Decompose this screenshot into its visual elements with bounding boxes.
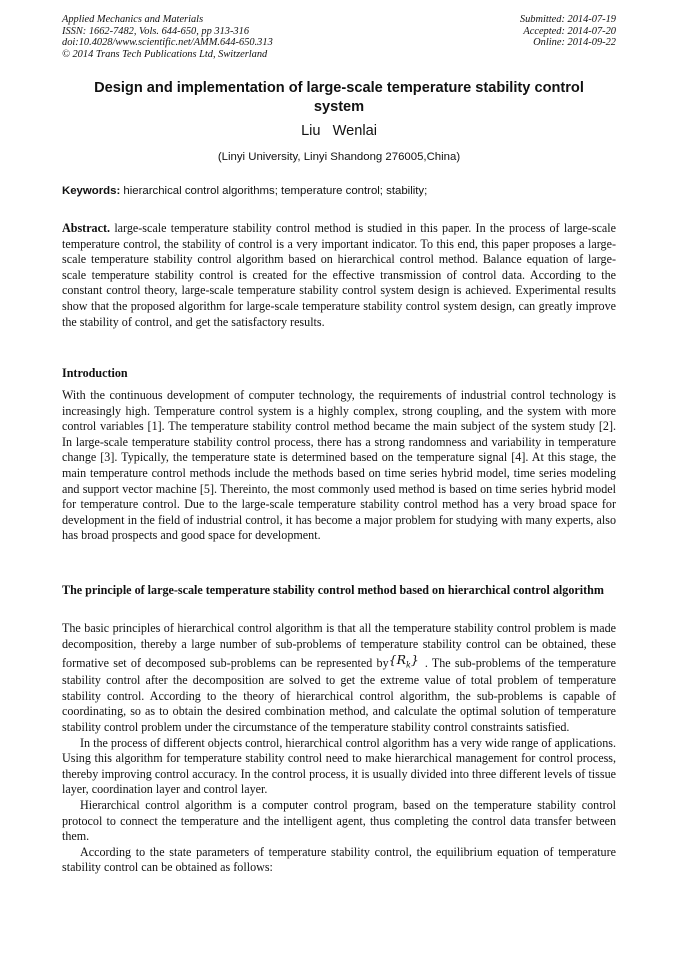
author-name: Liu Wenlai [301,123,377,139]
abstract-section [62,221,616,330]
abstract-text: large-scale temperature stability control method is studied in this paper. In the process of large-scale temperature control, the stability of control is a very important indicator. To this end, this paper proposes a large-scale temperature stability control algorithm based on hierarchical control method. Balance equation of large-scale temperature stability control is created for the effective transmission of control data. According to the constant control theory, large-scale temperature stability control system design is achieved. Experimental results show that the proposed algorithm for large-scale temperature stability control system design, can greatly improve the stability of control, and get the satisfactory results. [62,221,616,329]
principle-section [62,621,616,876]
rk-set-close: } [410,652,419,668]
online-date: Online: 2014-09-22 [533,37,616,49]
rk-set-subscript: k [406,660,411,670]
journal-name: Applied Mechanics and Materials [62,14,204,25]
doi-link[interactable]: doi:10.4028/www.scientific.net/AMM.644-650.313 [62,37,273,49]
abstract-label: Abstract. [62,221,111,235]
paper-title-line-2: system [313,99,365,115]
keywords-label: Keywords: [62,185,121,197]
principle-p1-before: The basic principles of hierarchical control algorithm is that all the temperature stability control problem is made decomposition, thereby a large number of sub-problems of temperature stability control can be obtained, these formative set of decomposed sub-problems can be represented by [62,621,616,671]
principle-paragraph-4: According to the state parameters of temperature stability control, the equilibrium equation of temperature stability control can be obtained as follows: [62,844,616,875]
introduction-section [62,388,616,544]
principle-p1-after: . The sub-problems of the temperature stability control after the decomposition are solved to get the extreme value of total problem of temperature stability control. According to the theory of hierarchical control algorithm, the sub-problems is capable of coordinating, so as to obtain the desired combination method, and calculate the optimal solution of temperature stability control problem under the circumstance of the temperature stability control constraints satisfied. [62,656,616,735]
journal-header-left [62,14,273,60]
principle-paragraph-2: In the process of different objects control, hierarchical control algorithm has a very wide range of applications. Using this algorithm for temperature stability control need to make hierarchical management for control process, thereby improving control accuracy. In the control process, it is usually divided into three different levels of tissue layer, coordination layer and control layer. [62,735,616,797]
issn-line: ISSN: 1662-7482, Vols. 644-650, pp 313-316 [62,25,250,37]
paper-title-line-1: Design and implementation of large-scale temperature stability control [94,80,584,96]
principle-paragraph-1 [62,621,616,736]
principle-paragraph-3: Hierarchical control algorithm is a computer control program, based on the temperature stability control protocol to connect the temperature and the intelligent agent, thus completing the control data transfer between them. [62,798,616,844]
paper-title [62,79,616,117]
keywords-text: hierarchical control algorithms; temperature control; stability; [123,185,428,197]
submitted-date: Submitted: 2014-07-19 [519,14,616,25]
rk-set-formula [388,652,419,670]
rk-set-main: {R [388,652,407,668]
abstract-paragraph [62,221,616,330]
introduction-heading: Introduction [62,366,128,380]
principle-heading: The principle of large-scale temperature stability control method based on hierarchical control algorithm [62,583,604,597]
journal-header-right [520,14,616,49]
copyright-line: © 2014 Trans Tech Publications Ltd, Switzerland [62,48,268,60]
introduction-paragraph: With the continuous development of computer technology, the requirements of industrial control technology is increasingly high. Temperature control system is a highly complex, strong coupling, and the system with more control variables [1]. The temperature stability control method became the main subject of the system study [2]. In large-scale temperature stability control process, there has a strong randomness and variability in temperature change [3]. Typically, the temperature state is determined based on the temperature signal [4]. At this stage, the main temperature control methods include the methods based on time series hybrid model, time series modeling and support vector machine [5]. Thereinto, the most commonly used method is based on time series hybrid model for temperature control. Due to the large-scale temperature stability control method has a very broad space for development in the field of industrial control, it has become a major problem for studying with many experts, also has broad prospects and good space for development. [62,388,616,543]
accepted-date: Accepted: 2014-07-20 [523,25,616,37]
keywords-line [62,184,616,198]
author-affiliation: (Linyi University, Linyi Shandong 276005,China) [217,151,461,163]
